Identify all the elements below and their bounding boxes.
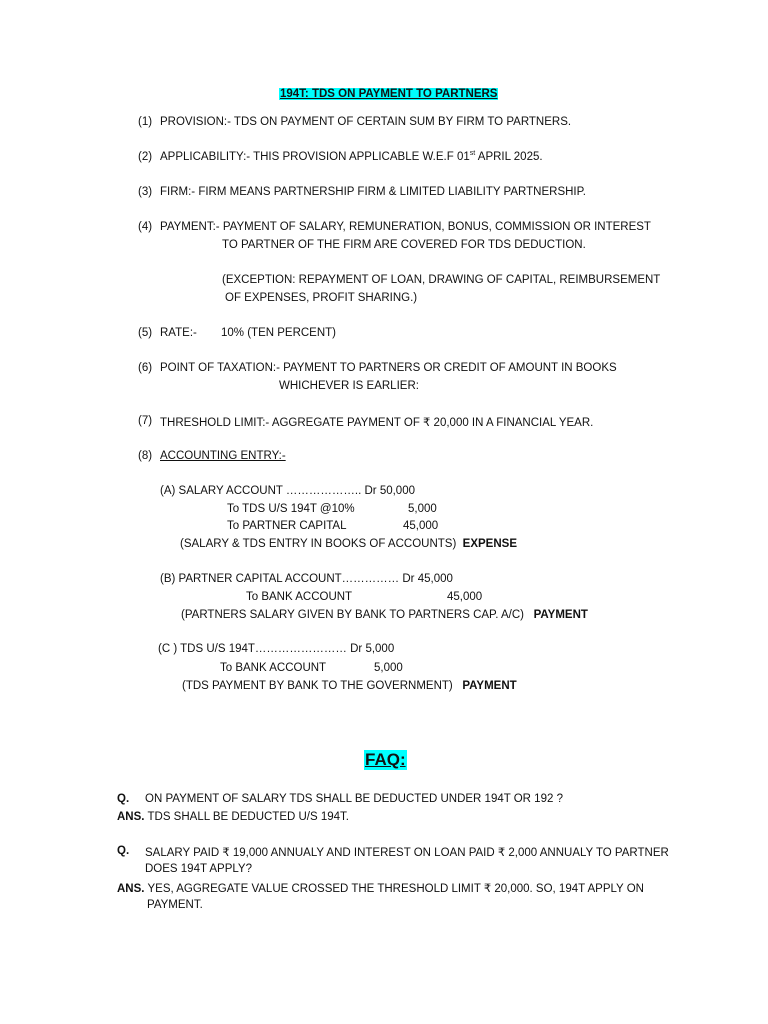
item-number: (2) — [138, 151, 153, 163]
item-text: PROVISION:- TDS ON PAYMENT OF CERTAIN SUM BY FIRM TO PARTNERS. — [160, 116, 572, 128]
item-number: (1) — [138, 116, 153, 128]
answer-text: TDS SHALL BE DEDUCTED U/S 194T. — [147, 811, 350, 823]
faq-answer-2 — [117, 881, 644, 895]
item-4-exception-line2: OF EXPENSES, PROFIT SHARING.) — [225, 292, 418, 304]
entry-a-debit: (A) SALARY ACCOUNT ……………….. Dr 50,000 — [160, 485, 415, 497]
ordinal-suffix: st — [469, 150, 476, 158]
entry-note-text: (SALARY & TDS ENTRY IN BOOKS OF ACCOUNTS) — [180, 538, 457, 550]
entry-c-credit: To BANK ACCOUNT — [220, 662, 327, 674]
faq-question-1: ON PAYMENT OF SALARY TDS SHALL BE DEDUCTED UNDER 194T OR 192 ? — [145, 793, 563, 805]
rate-value: 10% (TEN PERCENT) — [221, 327, 337, 339]
item-text-pre: APPLICABILITY:- THIS PROVISION APPLICABLE W.E.F 01 — [160, 151, 470, 163]
entry-c-debit: (C ) TDS U/S 194T…………………… Dr 5,000 — [158, 643, 395, 655]
entry-c-credit-amount: 5,000 — [374, 662, 403, 674]
item-number: (6) — [138, 362, 153, 374]
item-text-line1: PAYMENT:- PAYMENT OF SALARY, REMUNERATION, BONUS, COMMISSION OR INTEREST — [160, 221, 651, 233]
entry-b-credit: To BANK ACCOUNT — [246, 591, 353, 603]
faq-heading: FAQ: — [365, 750, 406, 769]
question-label: Q. — [117, 793, 130, 805]
entry-a-credit-1: To TDS U/S 194T @10% — [227, 503, 355, 515]
entry-tag: EXPENSE — [462, 538, 517, 550]
faq-question-2-line2: DOES 194T APPLY? — [145, 863, 252, 875]
answer-label: ANS. — [117, 883, 145, 895]
item-4-exception-line1: (EXCEPTION: REPAYMENT OF LOAN, DRAWING OF CAPITAL, REIMBURSEMENT — [222, 274, 661, 286]
item-number: (8) — [138, 450, 153, 462]
entry-a-note — [180, 538, 517, 550]
entry-b-note — [181, 609, 588, 621]
faq-question-1-label — [117, 793, 129, 805]
entry-c-note — [182, 680, 517, 692]
item-text — [160, 151, 543, 163]
answer-text: YES, AGGREGATE VALUE CROSSED THE THRESHOLD LIMIT ₹ 20,000. SO, 194T APPLY ON — [147, 883, 644, 895]
entry-tag: PAYMENT — [462, 680, 517, 692]
section-heading-accounting-entry: ACCOUNTING ENTRY:- — [160, 450, 286, 462]
item-text: THRESHOLD LIMIT:- AGGREGATE PAYMENT OF ₹ 20,000 IN A FINANCIAL YEAR. — [160, 417, 594, 429]
question-label: Q. — [117, 845, 130, 857]
faq-answer-2-line2: PAYMENT. — [147, 899, 203, 911]
page-title: 194T: TDS ON PAYMENT TO PARTNERS — [280, 88, 498, 100]
item-text-post: APRIL 2025. — [475, 151, 543, 163]
item-number: (3) — [138, 186, 153, 198]
entry-b-debit: (B) PARTNER CAPITAL ACCOUNT…………… Dr 45,000 — [160, 573, 453, 585]
faq-answer-1 — [117, 811, 349, 823]
entry-b-credit-amount: 45,000 — [447, 591, 483, 603]
entry-a-credit-1-amount: 5,000 — [408, 503, 437, 515]
item-number: (4) — [138, 221, 153, 233]
item-text: FIRM:- FIRM MEANS PARTNERSHIP FIRM & LIMITED LIABILITY PARTNERSHIP. — [160, 186, 586, 198]
entry-a-credit-2: To PARTNER CAPITAL — [227, 520, 347, 532]
entry-tag: PAYMENT — [533, 609, 588, 621]
item-text-line1: POINT OF TAXATION:- PAYMENT TO PARTNERS OR CREDIT OF AMOUNT IN BOOKS — [160, 362, 617, 374]
item-4-line2: TO PARTNER OF THE FIRM ARE COVERED FOR TDS DEDUCTION. — [222, 239, 586, 251]
entry-a-credit-2-amount: 45,000 — [403, 520, 439, 532]
item-6-line2: WHICHEVER IS EARLIER: — [279, 380, 419, 392]
faq-question-2-label — [117, 845, 129, 857]
item-number: (7) — [138, 415, 153, 427]
entry-note-text: (TDS PAYMENT BY BANK TO THE GOVERNMENT) — [182, 680, 453, 692]
item-number: (5) — [138, 327, 153, 339]
faq-question-2-line1: SALARY PAID ₹ 19,000 ANNUALY AND INTEREST ON LOAN PAID ₹ 2,000 ANNUALY TO PARTNER — [145, 847, 669, 859]
item-label: RATE:- — [160, 327, 197, 339]
entry-note-text: (PARTNERS SALARY GIVEN BY BANK TO PARTNERS CAP. A/C) — [181, 609, 524, 621]
answer-label: ANS. — [117, 811, 145, 823]
